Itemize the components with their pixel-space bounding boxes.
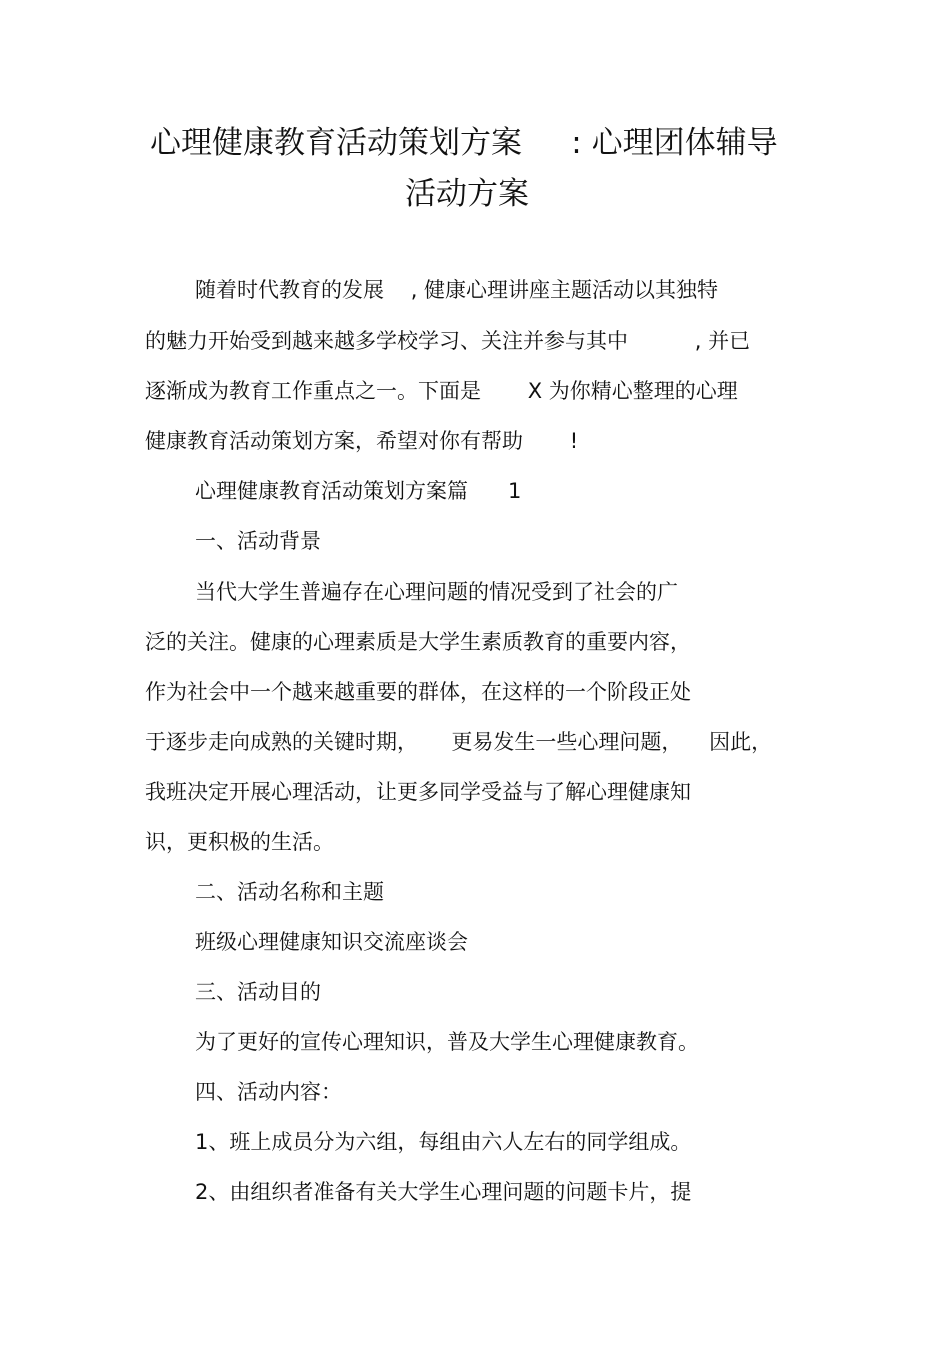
list-item: 2、由组织者准备有关大学生心理问题的问题卡片，提 [195, 1180, 692, 1204]
document-title-line-1: 心理健康教育活动策划方案 : 心理团体辅导 [150, 125, 778, 161]
section-heading: 四、活动内容： [195, 1080, 342, 1104]
body-text-line: 逐渐成为教育工作重点之一。下面是 X 为你精心整理的心理 [145, 379, 738, 403]
section-heading: 心理健康教育活动策划方案篇 1 [195, 479, 522, 503]
body-text-line: 班级心理健康知识交流座谈会 [195, 930, 468, 954]
body-text-line: 健康教育活动策划方案，希望对你有帮助 ! [145, 429, 579, 453]
body-text-line: 识，更积极的生活。 [145, 830, 334, 854]
section-heading: 二、活动名称和主题 [195, 880, 384, 904]
body-text-line: 于逐步走向成熟的关键时期， 更易发生一些心理问题， 因此， [145, 730, 773, 754]
body-text-line: 当代大学生普遍存在心理问题的情况受到了社会的广 [195, 580, 678, 604]
list-item: 1、班上成员分为六组，每组由六人左右的同学组成。 [195, 1130, 692, 1154]
document-title-line-2: 活动方案 [405, 176, 529, 212]
body-text-line: 为了更好的宣传心理知识，普及大学生心理健康教育。 [195, 1030, 699, 1054]
body-text-line: 的魅力开始受到越来越多学校学习、关注并参与其中 , 并已 [145, 329, 751, 353]
body-text-line: 泛的关注。健康的心理素质是大学生素质教育的重要内容， [145, 630, 691, 654]
section-heading: 三、活动目的 [195, 980, 321, 1004]
body-text-line: 随着时代教育的发展 , 健康心理讲座主题活动以其独特 [195, 278, 719, 302]
body-text-line: 作为社会中一个越来越重要的群体，在这样的一个阶段正处 [145, 680, 691, 704]
section-heading: 一、活动背景 [195, 529, 321, 553]
body-text-line: 我班决定开展心理活动，让更多同学受益与了解心理健康知 [145, 780, 691, 804]
